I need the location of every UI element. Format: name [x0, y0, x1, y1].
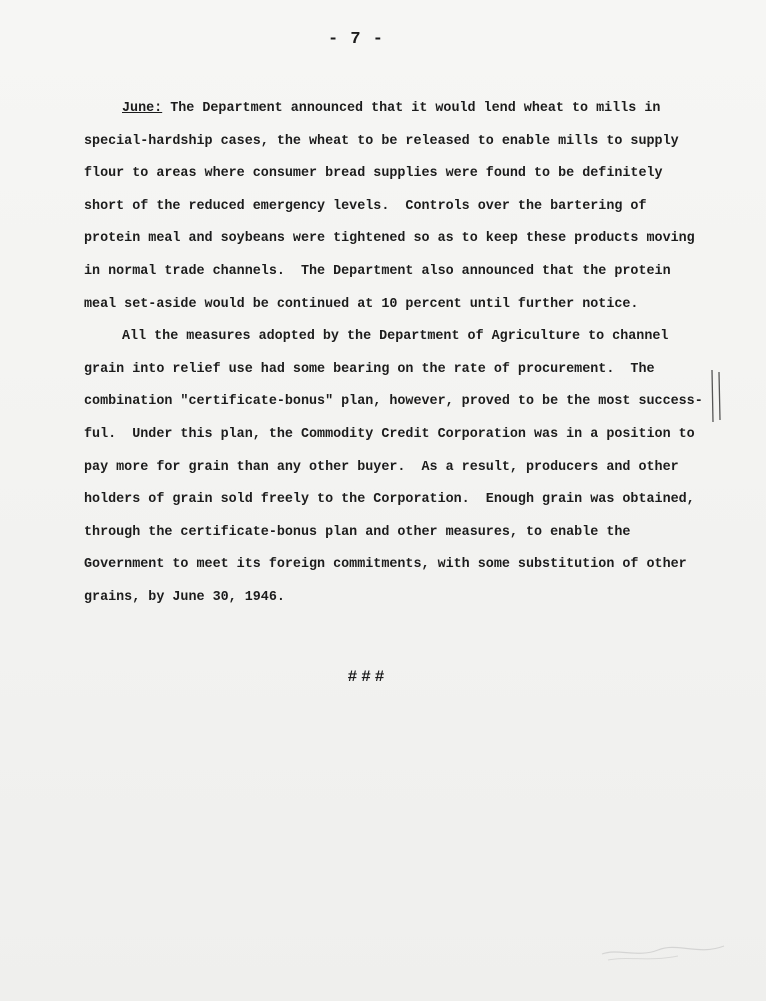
text-line [84, 93, 724, 126]
text-line: grains, by June 30, 1946. [84, 589, 285, 605]
text-line: through the certificate-bonus plan and other measures, to enable the [84, 524, 631, 540]
text-line-content: The Department announced that it would lend wheat to mills in [162, 101, 661, 116]
text-line: combination "certificate-bonus" plan, however, proved to be the most success- [84, 394, 703, 410]
text-line: short of the reduced emergency levels. Controls over the bartering of [84, 198, 647, 214]
end-of-document-mark: ### [347, 668, 389, 686]
text-line: flour to areas where consumer bread supplies were found to be definitely [84, 166, 663, 182]
text-line: grain into relief use had some bearing on the rate of procurement. The [84, 361, 655, 377]
text-line [84, 321, 724, 354]
text-line: meal set-aside would be continued at 10 percent until further notice. [84, 296, 639, 312]
paragraph-lead-in: June: [122, 101, 163, 116]
text-line: in normal trade channels. The Department also announced that the protein [84, 263, 671, 279]
paragraph-measures [84, 321, 724, 614]
text-line: holders of grain sold freely to the Corporation. Enough grain was obtained, [84, 492, 695, 508]
margin-pencil-mark [708, 368, 724, 424]
text-line-content: All the measures adopted by the Department of Agriculture to channel [122, 329, 669, 345]
faint-stamp-mark [598, 936, 728, 966]
paragraph-june [84, 93, 724, 321]
page-number: - 7 - [327, 30, 384, 49]
text-line: ful. Under this plan, the Commodity Credit Corporation was in a position to [84, 426, 695, 442]
text-line: pay more for grain than any other buyer. As a result, producers and other [84, 459, 679, 475]
text-line: Government to meet its foreign commitments, with some substitution of other [84, 557, 687, 573]
text-line: protein meal and soybeans were tightened so as to keep these products moving [84, 231, 695, 247]
text-line: special-hardship cases, the wheat to be released to enable mills to supply [84, 133, 679, 149]
document-body [84, 93, 724, 615]
